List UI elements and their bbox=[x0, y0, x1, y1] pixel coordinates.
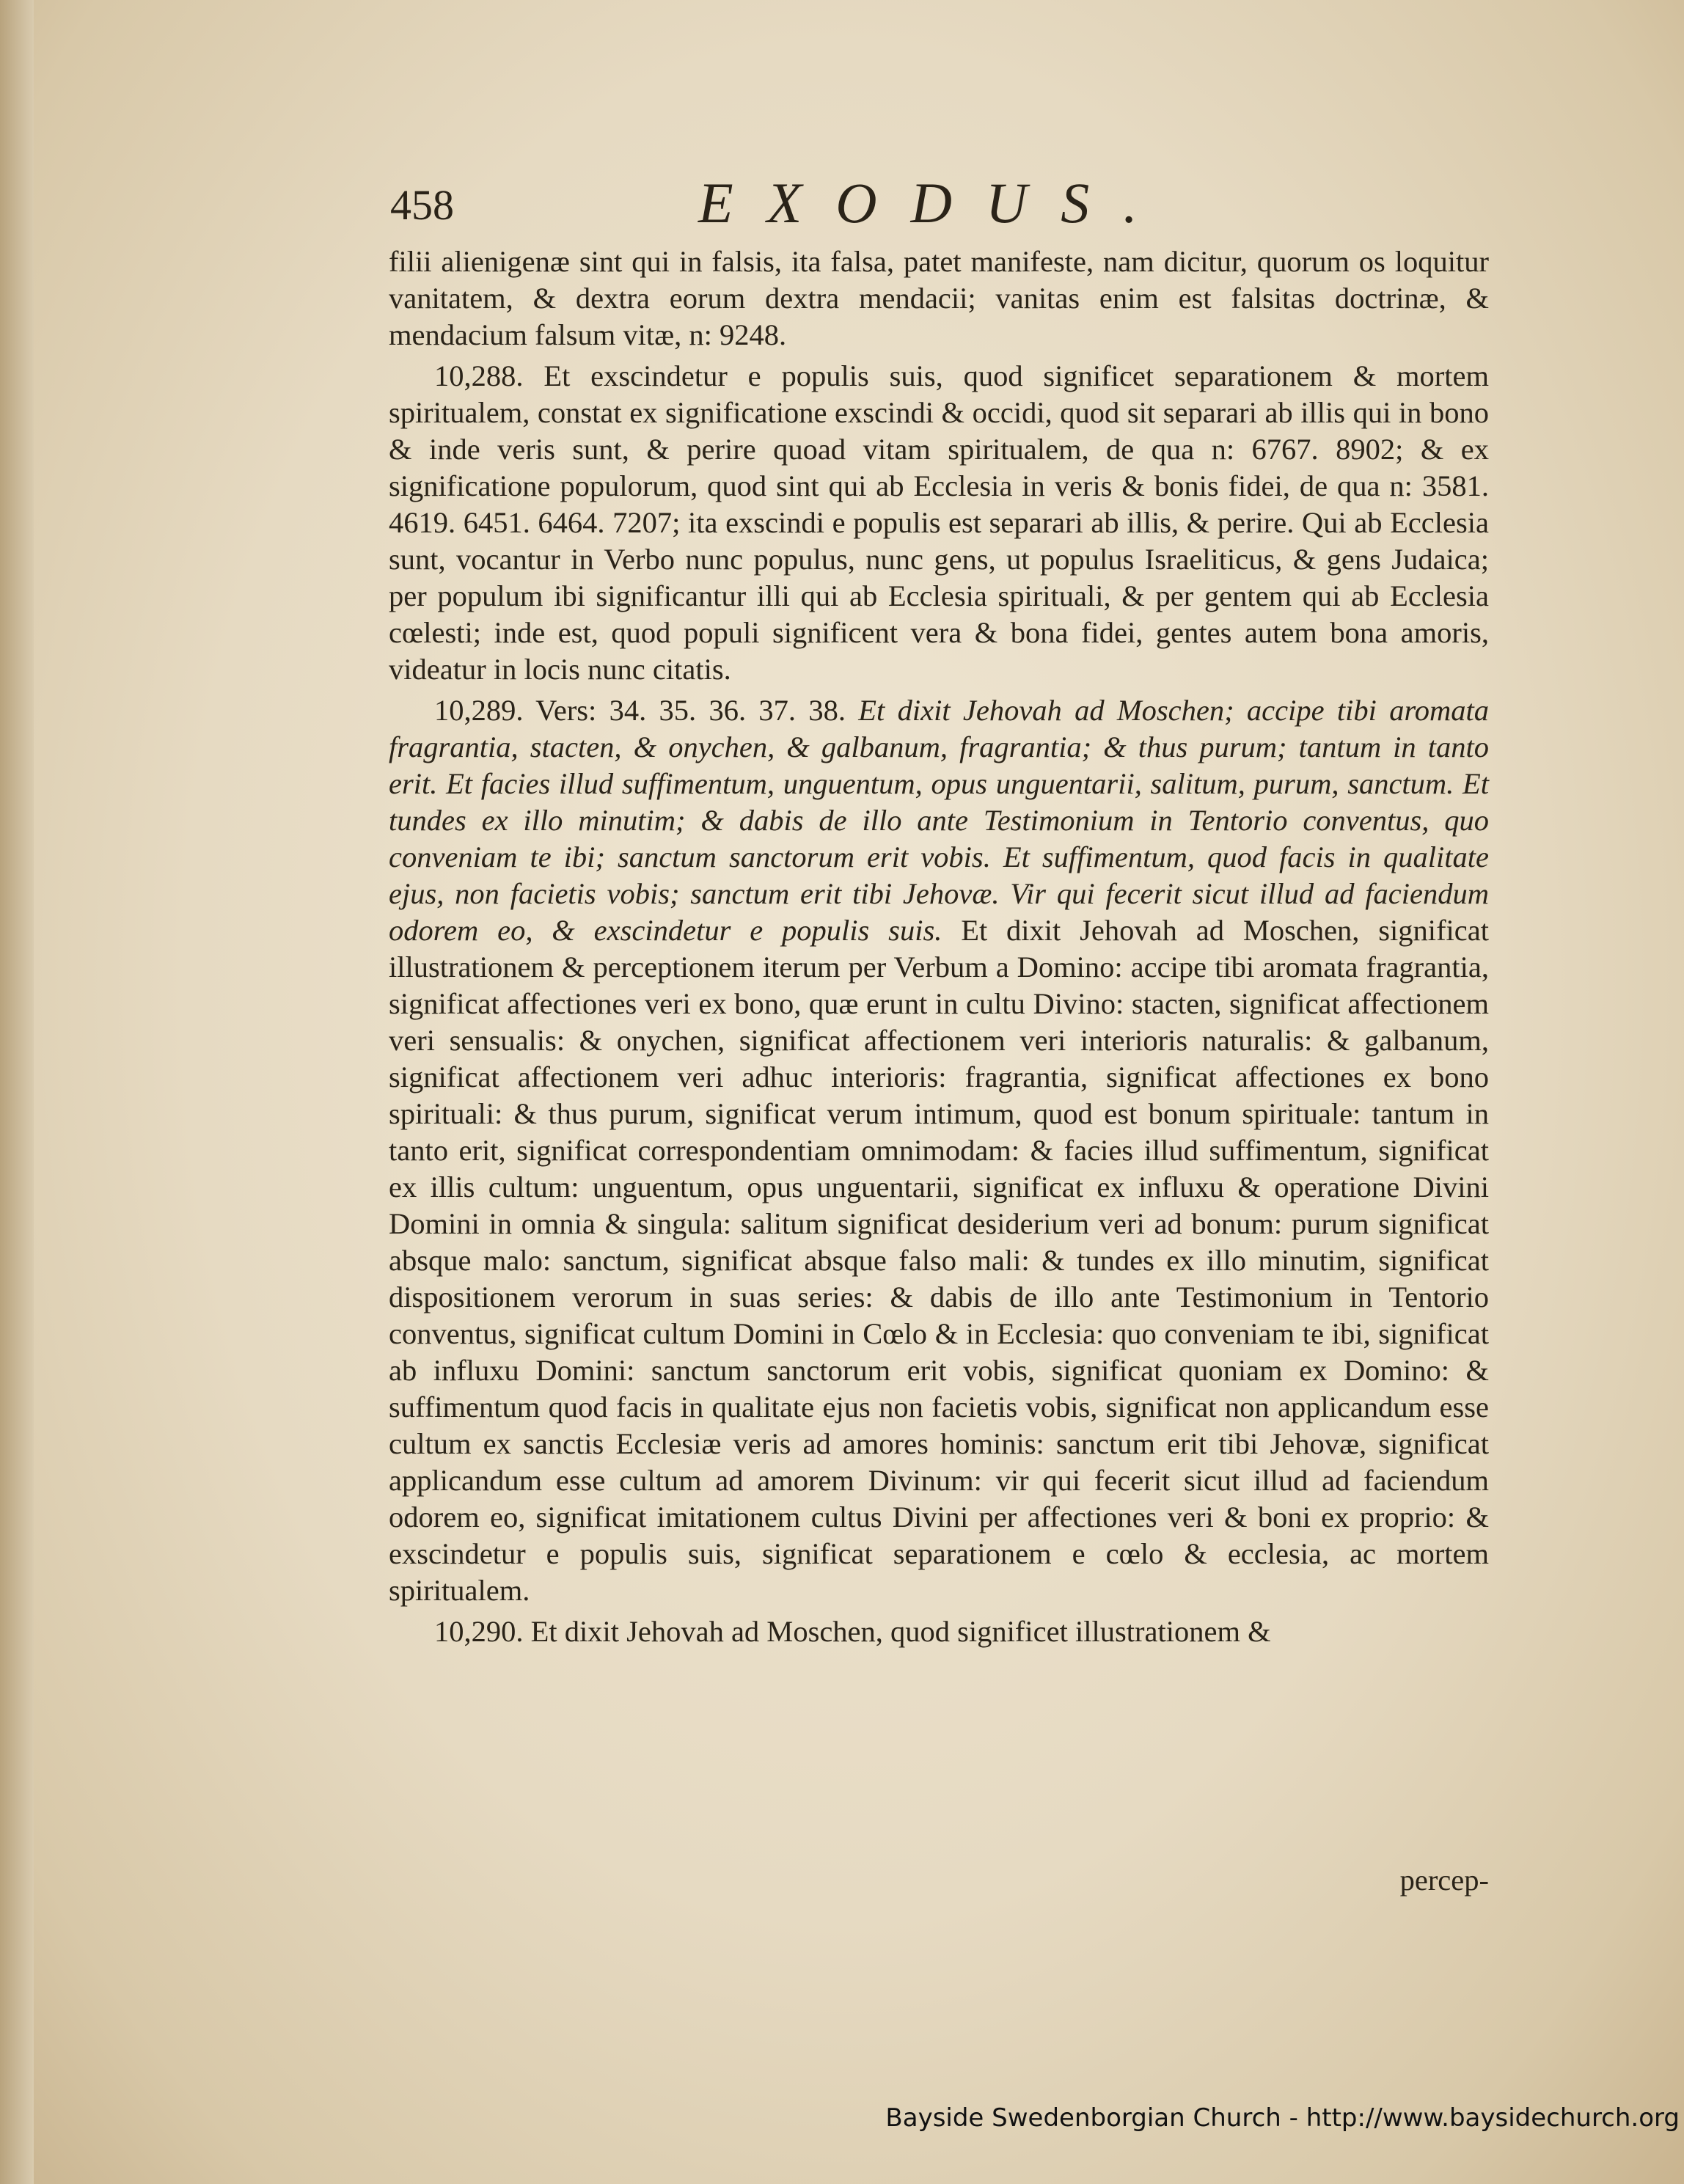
paragraph-10290 bbox=[389, 1613, 1489, 1650]
verse-reference: Vers: 34. 35. 36. 37. 38. bbox=[535, 694, 846, 727]
body-text bbox=[389, 243, 1489, 1655]
paragraph-text: filii alienigenæ sint qui in falsis, ita falsa, patet manifeste, nam dicitur, quorum os loquitur vanitatem, & dextra eorum dextra mendacii; vanitas enim est falsitas doctrinæ, & mendacium falsum vitæ, n: 9248. bbox=[389, 245, 1489, 351]
watermark-credit: Bayside Swedenborgian Church - http://www.baysidechurch.org bbox=[885, 2103, 1680, 2133]
paragraph-number: 10,289. bbox=[434, 694, 524, 727]
paragraph-text: Et dixit Jehovah ad Moschen, significat illustrationem & perceptionem iterum per Verbum a Domino: accipe tibi aromata fragrantia, significat affectiones veri ex bono, quæ erunt in cultu Divino: stacten, significat affectionem veri sensualis: & onychen, significat affectionem veri interioris naturalis: & galbanum, significat affectionem veri adhuc interioris: fragrantia, significat affectiones ex bono spirituali: & thus purum, significat verum intimum, quod est bonum spirituale: tantum in tanto erit, significat correspondentiam omnimodam: & facies illud suffimentum, significat ex illis cultum: unguentum, opus unguentarii, significat ex influxu & operatione Divini Domini in omnia & singula: salitum significat desiderium veri ad bonum: purum significat absque malo: sanctum, significat absque falso mali: & tundes ex illo minutim, significat dispositionem verorum in suas series: & dabis de illo ante Testimonium in Tentorio conventus, significat cultum Domini in Cœlo & in Ecclesia: quo conveniam te ibi, significat ab influxu Domini: sanctum sanctorum erit vobis, significat quoniam ex Domino: & suffimentum quod facis in qualitate ejus non facietis vobis, significat non applicandum esse cultum ex sanctis Ecclesiæ veris ad amores hominis: sanctum erit tibi Jehovæ, significat applicandum esse cultum ad amorem Divinum: vir qui fecerit sicut illud ad faciendum odorem eo, significat imitationem cultus Divini per affectiones veri & boni ex proprio: & exscindetur e populis suis, significat separationem e cœlo & ecclesia, ac mortem spiritualem. bbox=[389, 914, 1490, 1607]
page-number: 458 bbox=[390, 181, 454, 229]
paragraph-text: Et dixit Jehovah ad Moschen, quod significet illustrationem & bbox=[530, 1615, 1271, 1648]
catchword: percep- bbox=[1399, 1864, 1489, 1897]
paragraph-10288 bbox=[389, 358, 1489, 688]
running-title: EXODUS. bbox=[698, 171, 1171, 235]
paragraph-text: Et exscindetur e populis suis, quod significet separationem & mortem spiritualem, constat ex significatione exscindi & occidi, quod sit separari ab illis qui in bono & inde veris sunt, & perire quoad vitam spiritualem, de qua n: 6767. 8902; & ex significatione populorum, quod sint qui ab Ecclesia in veris & bonis fidei, de qua n: 3581. 4619. 6451. 6464. 7207; ita exscindi e populis est separari ab illis, & perire. Qui ab Ecclesia sunt, vocantur in Verbo nunc populus, nunc gens, ut populus Israeliticus, & gens Judaica; per populum ibi significantur illi qui ab Ecclesia spirituali, & per gentem qui ab Ecclesia cœlesti; inde est, quod populi significent vera & bona fidei, gentes autem bona amoris, videatur in locis nunc citatis. bbox=[389, 359, 1490, 686]
paragraph-number: 10,288. bbox=[434, 359, 524, 392]
page-gutter bbox=[0, 0, 34, 2184]
scripture-passage: Et dixit Jehovah ad Moschen; accipe tibi aromata fragrantia, stacten, & onychen, & galbanum, fragrantia; & thus purum; tantum in tanto erit. Et facies illud suffimentum, unguentum, opus unguentarii, salitum, purum, sanctum. Et tundes ex illo minutim; & dabis de illo ante Testimonium in Tentorio conventus, quo conveniam te ibi; sanctum sanctorum erit vobis. Et suffimentum, quod facis in qualitate ejus, non facietis vobis; sanctum erit tibi Jehovæ. Vir qui fecerit sicut illud ad faciendum odorem eo, & exscindetur e populis suis. bbox=[389, 694, 1489, 947]
page-header bbox=[390, 170, 1490, 236]
paragraph-number: 10,290. bbox=[434, 1615, 524, 1648]
paragraph-10289 bbox=[389, 692, 1489, 1609]
paragraph-continuation bbox=[389, 243, 1489, 353]
